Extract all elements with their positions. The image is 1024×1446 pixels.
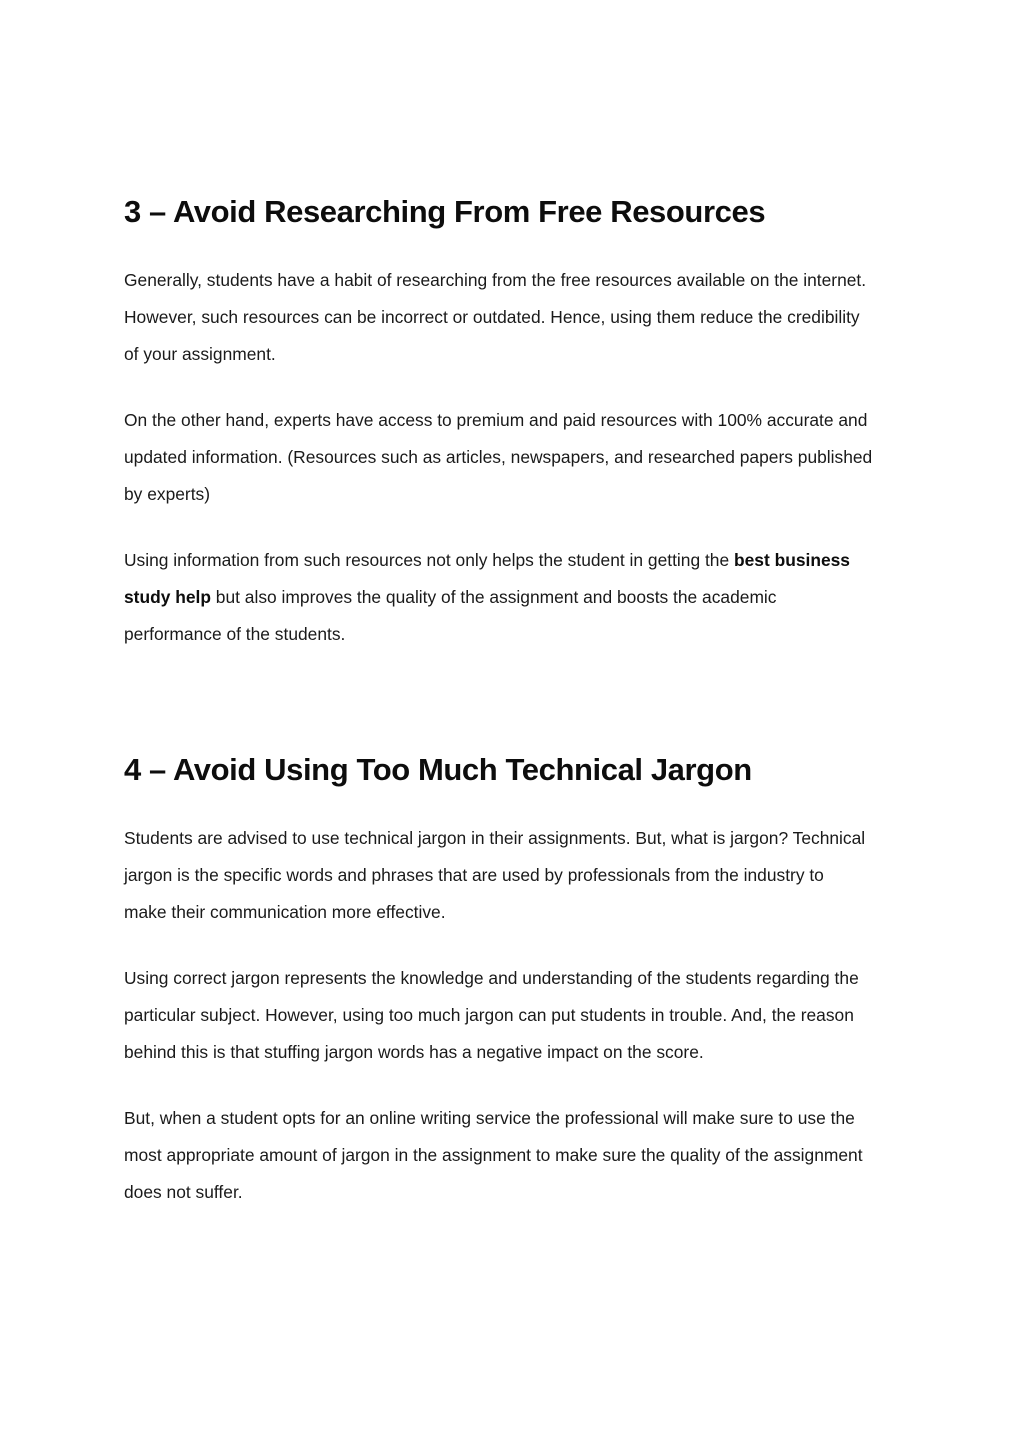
paragraph-line: most appropriate amount of jargon in the assignment to make sure the quality of the assignment: [124, 1145, 863, 1165]
paragraph-line: make their communication more effective.: [124, 902, 446, 922]
paragraph: [124, 960, 904, 1071]
paragraph-line: However, such resources can be incorrect or outdated. Hence, using them reduce the credibility: [124, 307, 860, 327]
paragraph-line: [124, 579, 904, 616]
paragraph-line: On the other hand, experts have access to premium and paid resources with 100% accurate and: [124, 410, 868, 430]
bold-keyword: best business: [733, 550, 850, 570]
paragraph-line: does not suffer.: [124, 1182, 243, 1202]
paragraph-line: [124, 542, 904, 579]
paragraph-line: of your assignment.: [124, 344, 276, 364]
paragraph-line: jargon is the specific words and phrases that are used by professionals from the industry to: [124, 865, 824, 885]
paragraph: [124, 542, 904, 653]
paragraph: [124, 402, 904, 513]
paragraph-line: by experts): [124, 484, 211, 504]
paragraph-line: behind this is that stuffing jargon words has a negative impact on the score.: [124, 1042, 704, 1062]
section-avoid-technical-jargon: [124, 748, 904, 1211]
paragraph-text: but also improves the quality of the assignment and boosts the academic: [210, 587, 777, 607]
section-avoid-free-resources: [124, 190, 904, 653]
paragraph-line: Students are advised to use technical jargon in their assignments. But, what is jargon? Technical: [124, 828, 866, 848]
paragraph: [124, 820, 904, 931]
paragraph: [124, 262, 904, 373]
bold-keyword: study help: [124, 587, 211, 607]
paragraph-line: performance of the students.: [124, 624, 346, 644]
paragraph-line: But, when a student opts for an online writing service the professional will make sure to use the: [124, 1108, 855, 1128]
paragraph: [124, 1100, 904, 1211]
paragraph-line: updated information. (Resources such as articles, newspapers, and researched papers published: [124, 447, 873, 467]
paragraph-line: Using correct jargon represents the knowledge and understanding of the students regarding the: [124, 968, 859, 988]
section-heading: 3 – Avoid Researching From Free Resources: [124, 194, 766, 229]
paragraph-text: Using information from such resources not only helps the student in getting the: [124, 550, 734, 570]
section-heading: 4 – Avoid Using Too Much Technical Jargon: [124, 752, 752, 787]
paragraph-line: particular subject. However, using too much jargon can put students in trouble. And, the reason: [124, 1005, 854, 1025]
paragraph-line: Generally, students have a habit of researching from the free resources available on the internet.: [124, 270, 867, 290]
